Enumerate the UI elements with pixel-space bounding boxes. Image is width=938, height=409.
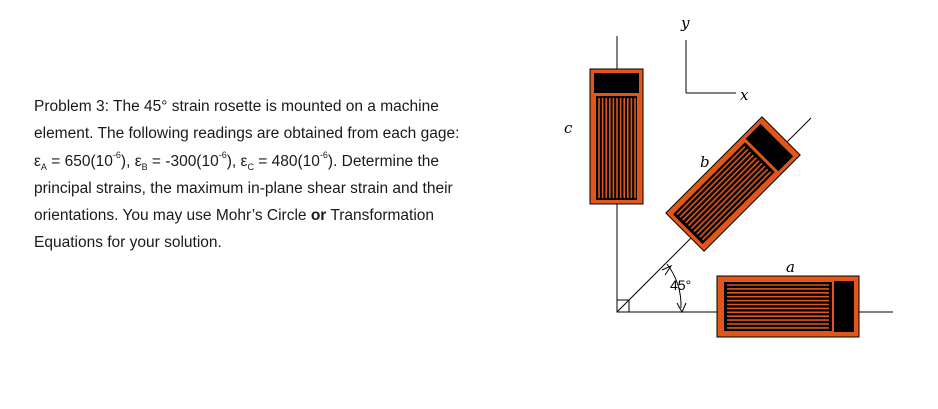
epsilon-symbol-b: ε [134, 152, 142, 170]
angle-label: 45° [670, 277, 692, 293]
gage-a-label: a [786, 258, 795, 276]
paren-close-b: ) [226, 152, 232, 170]
line-5-start: orientations. You may use Mohr’s Circle [34, 207, 311, 225]
determine-text: ). Determine the [327, 152, 440, 170]
problem-line-6: Equations for your solution. [34, 234, 222, 252]
gage-b [666, 117, 800, 251]
problem-line-2: element. The following readings are obtained from each gage: [34, 125, 460, 143]
exponent-b: -6 [218, 150, 227, 161]
line-5-end: Transformation [326, 207, 435, 225]
exponent-c: -6 [319, 150, 328, 161]
reading-b: = -300(10 [147, 152, 219, 170]
exponent-a: -6 [112, 150, 121, 161]
bold-or: or [310, 207, 327, 225]
subscript-b: B [141, 161, 148, 172]
problem-line-4: principal strains, the maximum in-plane shear strain and their [34, 179, 453, 197]
angle-indicator [662, 264, 691, 312]
reading-a: = 650(10 [46, 152, 113, 170]
epsilon-symbol-c: ε [240, 152, 248, 170]
axes-indicator [680, 14, 749, 104]
gage-c-label: c [564, 119, 573, 137]
angle-arrow-top-icon [662, 266, 671, 275]
gage-c [590, 69, 643, 204]
paren-close-a: ) [120, 152, 127, 170]
gage-a [717, 276, 859, 337]
gage-b-label: b [700, 153, 710, 171]
subscript-c: C [247, 161, 254, 172]
epsilon-symbol-a: ε [34, 152, 41, 170]
x-axis-label: x [740, 86, 749, 104]
gage-a-tab [834, 281, 854, 332]
subscript-a: A [40, 161, 47, 172]
y-axis-label: y [681, 14, 690, 32]
reading-c: = 480(10 [253, 152, 320, 170]
gage-c-tab [594, 73, 639, 93]
separator-bc: , [231, 152, 241, 170]
separator-ab: , [126, 152, 135, 170]
problem-line-1: Problem 3: The 45° strain rosette is mounted on a machine [34, 98, 439, 115]
